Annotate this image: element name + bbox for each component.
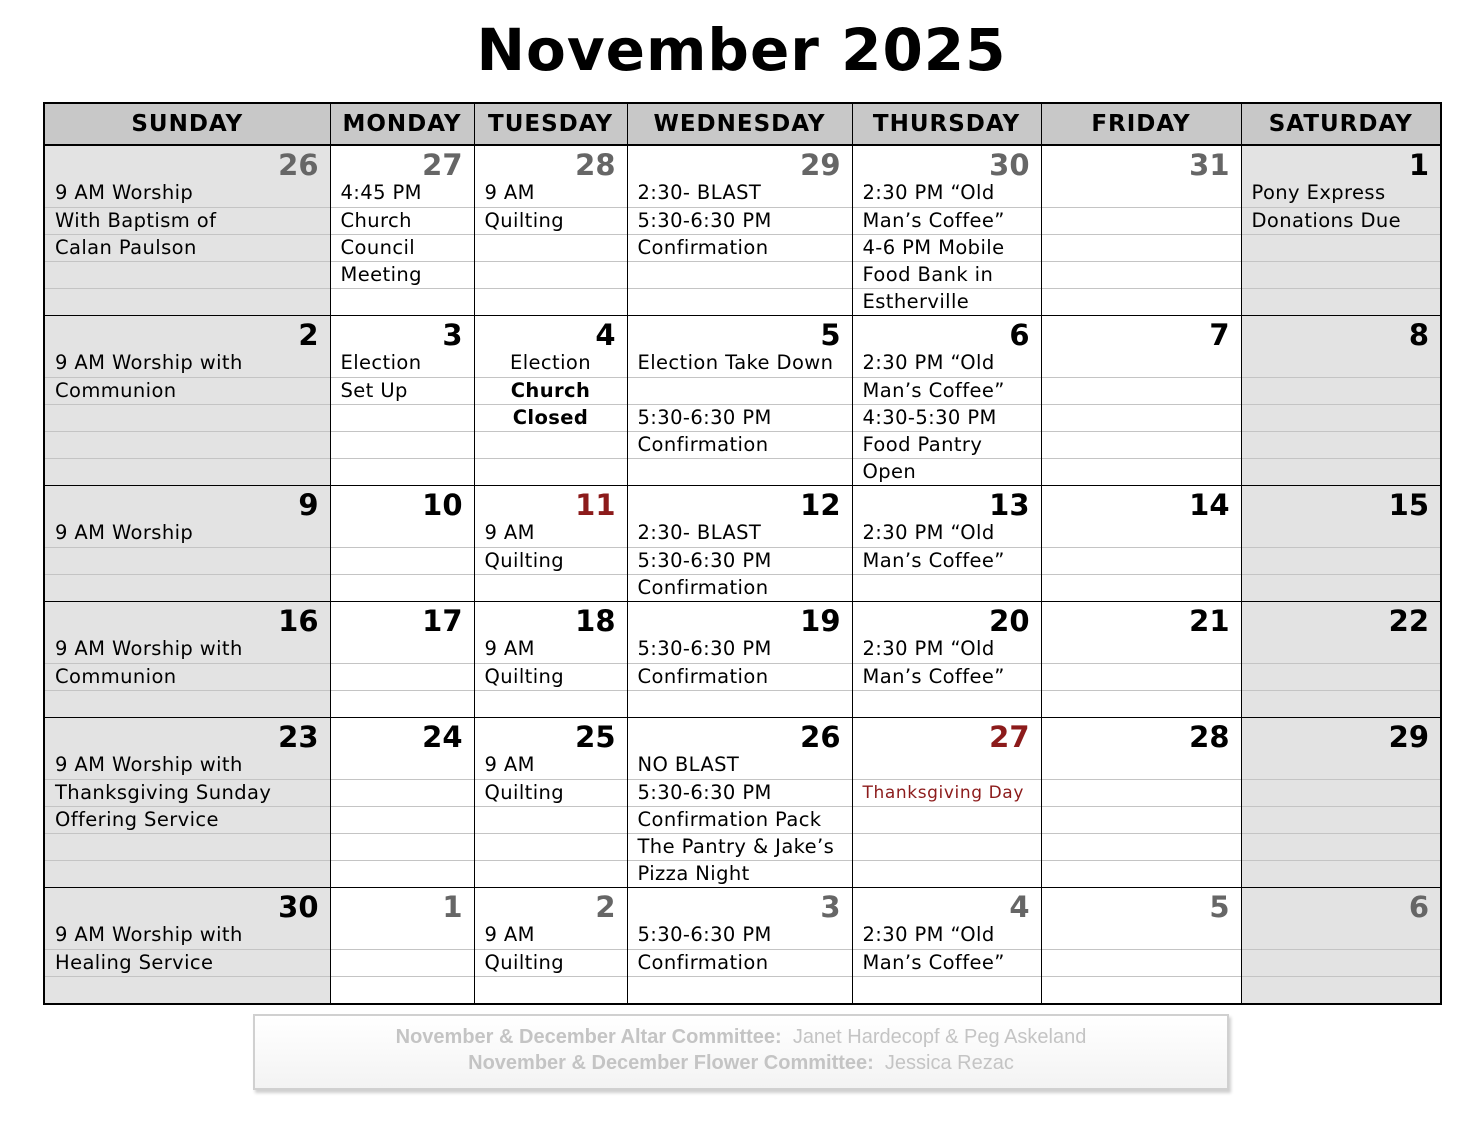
day-number: 27: [989, 720, 1030, 754]
day-cell-monday: [330, 486, 474, 602]
event-line: 9 AM: [484, 637, 535, 660]
flower-committee-names: Jessica Rezac: [884, 1052, 1014, 1074]
event-line: Quilting: [475, 949, 627, 976]
day-cell-sunday: [44, 888, 330, 1005]
day-number: 28: [1189, 720, 1230, 754]
event-line: [1242, 261, 1441, 288]
event-line: Church: [331, 207, 474, 234]
event-line: Quilting: [475, 207, 627, 234]
day-number: 16: [278, 604, 319, 638]
event-line: [331, 976, 474, 1003]
week-row: [44, 145, 1441, 316]
day-cell-monday: [330, 718, 474, 888]
event-line: [628, 458, 852, 485]
day-cell-thursday: [852, 602, 1041, 718]
day-number: 15: [1388, 488, 1429, 522]
event-line: 2:30 PM “Old: [862, 351, 995, 374]
event-line: [331, 806, 474, 833]
event-line: Confirmation: [628, 663, 852, 690]
day-number: 7: [1209, 318, 1230, 352]
event-line: [475, 976, 627, 1003]
day-number: 2: [298, 318, 319, 352]
committee-footer-box: [253, 1014, 1229, 1090]
altar-committee-line: [255, 1024, 1227, 1050]
event-line: 5:30-6:30 PM: [628, 779, 852, 806]
week-row: [44, 602, 1441, 718]
day-number: 20: [989, 604, 1030, 638]
event-line: [331, 404, 474, 431]
event-line: [1042, 261, 1241, 288]
event-line: Food Pantry: [853, 431, 1041, 458]
event-line: [853, 806, 1041, 833]
event-line: [1242, 458, 1441, 485]
event-line: [1042, 663, 1241, 690]
day-number: 30: [989, 148, 1030, 182]
day-cell-sunday: [44, 602, 330, 718]
event-line: [1242, 949, 1441, 976]
event-line: Council: [331, 234, 474, 261]
event-line: [1042, 976, 1241, 1003]
day-number: 1: [1408, 148, 1429, 182]
day-number: 27: [422, 148, 463, 182]
event-line: [1242, 520, 1441, 547]
event-line: Confirmation: [628, 574, 852, 601]
event-line: [1042, 922, 1241, 949]
event-line: [331, 833, 474, 860]
event-line: [1242, 663, 1441, 690]
event-line: Estherville: [853, 288, 1041, 315]
event-line: 9 AM Worship with: [55, 637, 243, 660]
week-row: [44, 316, 1441, 486]
event-line: [475, 690, 627, 717]
event-line: [1242, 976, 1441, 1003]
day-cell-thursday: [852, 888, 1041, 1005]
day-number: 26: [800, 720, 841, 754]
flower-committee-label: November & December Flower Committee:: [468, 1052, 874, 1074]
event-line: [331, 860, 474, 887]
event-line: [1242, 636, 1441, 663]
event-line: 9 AM: [484, 923, 535, 946]
event-line: [1042, 779, 1241, 806]
event-line: Meeting: [331, 261, 474, 288]
day-cell-monday: [330, 602, 474, 718]
event-line: [475, 806, 627, 833]
event-line: 4:30-5:30 PM: [853, 404, 1041, 431]
day-number: 4: [1009, 890, 1030, 924]
event-line: [475, 234, 627, 261]
day-cell-friday: [1041, 718, 1241, 888]
event-line: [1242, 752, 1441, 779]
event-line: [475, 261, 627, 288]
day-cell-friday: [1041, 145, 1241, 316]
event-line: [1042, 180, 1241, 207]
day-cell-sunday: [44, 718, 330, 888]
event-line: Donations Due: [1242, 207, 1441, 234]
weekday-header-tuesday: TUESDAY: [474, 103, 627, 145]
event-line: 9 AM: [484, 181, 535, 204]
event-line: [1242, 833, 1441, 860]
event-line: [1042, 949, 1241, 976]
day-cell-saturday: [1241, 602, 1441, 718]
day-cell-monday: [330, 888, 474, 1005]
event-line: Man’s Coffee”: [853, 377, 1041, 404]
day-cell-friday: [1041, 316, 1241, 486]
day-cell-wednesday: [627, 145, 852, 316]
day-number: 9: [298, 488, 319, 522]
event-line: [45, 976, 330, 1003]
day-cell-thursday: [852, 486, 1041, 602]
event-line: [331, 922, 474, 949]
event-line: [331, 574, 474, 601]
event-line: Confirmation: [628, 234, 852, 261]
event-line: [45, 547, 330, 574]
weekday-header-thursday: THURSDAY: [852, 103, 1041, 145]
day-cell-tuesday: [474, 316, 627, 486]
event-line: Pizza Night: [628, 860, 852, 887]
day-number: 8: [1408, 318, 1429, 352]
day-number: 26: [278, 148, 319, 182]
altar-committee-label: November & December Altar Committee:: [395, 1026, 782, 1048]
day-cell-friday: [1041, 486, 1241, 602]
event-line: The Pantry & Jake’s: [628, 833, 852, 860]
event-line: [1042, 520, 1241, 547]
event-line: [331, 458, 474, 485]
event-line: Confirmation: [628, 949, 852, 976]
day-cell-wednesday: [627, 316, 852, 486]
event-line: Election Take Down: [637, 351, 834, 374]
weekday-header-row: [44, 103, 1441, 145]
day-number: 29: [1388, 720, 1429, 754]
event-line: [628, 976, 852, 1003]
event-line: [475, 431, 627, 458]
event-line: [628, 288, 852, 315]
event-line: Thanksgiving Day: [853, 779, 1041, 806]
event-line: 5:30-6:30 PM: [628, 547, 852, 574]
event-line: [45, 288, 330, 315]
event-line: [1042, 350, 1241, 377]
event-line: [331, 288, 474, 315]
event-line: [331, 520, 474, 547]
event-line: 9 AM Worship: [55, 181, 194, 204]
day-number: 6: [1009, 318, 1030, 352]
event-line: [853, 976, 1041, 1003]
event-line: 9 AM Worship: [55, 521, 194, 544]
day-cell-saturday: [1241, 486, 1441, 602]
week-row: [44, 888, 1441, 1005]
day-cell-sunday: [44, 316, 330, 486]
event-line: 4-6 PM Mobile: [853, 234, 1041, 261]
event-line: [1242, 922, 1441, 949]
event-line: 5:30-6:30 PM: [637, 637, 772, 660]
event-line: [1042, 547, 1241, 574]
event-line: Communion: [45, 377, 330, 404]
weekday-header-sunday: SUNDAY: [44, 103, 330, 145]
day-number: 6: [1408, 890, 1429, 924]
event-line: [331, 431, 474, 458]
event-line: [1242, 288, 1441, 315]
event-line: 5:30-6:30 PM: [628, 404, 852, 431]
event-line: [1042, 690, 1241, 717]
event-line: 2:30 PM “Old: [862, 923, 995, 946]
event-line: [853, 690, 1041, 717]
event-line: [1042, 288, 1241, 315]
day-cell-saturday: [1241, 718, 1441, 888]
day-cell-tuesday: [474, 888, 627, 1005]
event-line: [628, 690, 852, 717]
event-line: [1242, 806, 1441, 833]
event-line: [853, 860, 1041, 887]
day-number: 12: [800, 488, 841, 522]
event-line: [628, 261, 852, 288]
day-number: 5: [820, 318, 841, 352]
event-line: [1042, 207, 1241, 234]
day-cell-monday: [330, 316, 474, 486]
event-line: 2:30 PM “Old: [862, 521, 995, 544]
event-line: [1042, 404, 1241, 431]
event-line: [1242, 234, 1441, 261]
event-line: [853, 574, 1041, 601]
day-cell-saturday: [1241, 145, 1441, 316]
event-line: [1042, 574, 1241, 601]
event-line: [45, 574, 330, 601]
event-line: 9 AM Worship with: [55, 753, 243, 776]
event-line: Thanksgiving Sunday: [45, 779, 330, 806]
event-line: [331, 949, 474, 976]
event-line: [1242, 547, 1441, 574]
day-cell-wednesday: [627, 888, 852, 1005]
event-line: [45, 404, 330, 431]
day-number: 2: [595, 890, 616, 924]
event-line: [331, 752, 474, 779]
event-line: 9 AM Worship with: [55, 351, 243, 374]
event-line: Healing Service: [45, 949, 330, 976]
event-line: Confirmation: [628, 431, 852, 458]
event-line: [1242, 431, 1441, 458]
day-cell-saturday: [1241, 316, 1441, 486]
event-line: [1242, 404, 1441, 431]
event-line: Food Bank in: [853, 261, 1041, 288]
event-line: [475, 458, 627, 485]
event-line: Confirmation Pack: [628, 806, 852, 833]
event-line: [1042, 833, 1241, 860]
day-cell-tuesday: [474, 145, 627, 316]
event-line: [1042, 636, 1241, 663]
event-line: [1042, 431, 1241, 458]
event-line: [1242, 350, 1441, 377]
calendar-grid: [43, 102, 1442, 1005]
event-line: [475, 288, 627, 315]
event-line: [45, 833, 330, 860]
event-line: [1042, 806, 1241, 833]
event-line: 2:30- BLAST: [637, 181, 762, 204]
day-cell-sunday: [44, 486, 330, 602]
day-number: 3: [820, 890, 841, 924]
day-number: 25: [575, 720, 616, 754]
day-number: 1: [442, 890, 463, 924]
day-cell-friday: [1041, 602, 1241, 718]
weekday-header-friday: FRIDAY: [1041, 103, 1241, 145]
day-cell-wednesday: [627, 486, 852, 602]
calendar-title: November 2025: [476, 16, 1007, 84]
event-line: Open: [853, 458, 1041, 485]
event-line: [1242, 779, 1441, 806]
event-line: [475, 833, 627, 860]
event-line: Quilting: [475, 779, 627, 806]
day-number: 24: [422, 720, 463, 754]
event-line: Man’s Coffee”: [853, 207, 1041, 234]
day-cell-wednesday: [627, 718, 852, 888]
event-line: Offering Service: [45, 806, 330, 833]
event-line: [45, 690, 330, 717]
event-line: [1242, 860, 1441, 887]
event-line: [1042, 234, 1241, 261]
event-line: Man’s Coffee”: [853, 949, 1041, 976]
day-cell-thursday: [852, 316, 1041, 486]
event-line: 5:30-6:30 PM: [628, 207, 852, 234]
event-line: [1242, 690, 1441, 717]
week-row: [44, 486, 1441, 602]
day-cell-saturday: [1241, 888, 1441, 1005]
event-line: [45, 458, 330, 485]
day-number: 31: [1189, 148, 1230, 182]
day-cell-friday: [1041, 888, 1241, 1005]
event-line: [1042, 860, 1241, 887]
day-cell-sunday: [44, 145, 330, 316]
event-line: [1042, 752, 1241, 779]
event-line: [475, 860, 627, 887]
day-number: 13: [989, 488, 1030, 522]
event-line: With Baptism of: [45, 207, 330, 234]
event-line: 2:30- BLAST: [637, 521, 762, 544]
day-cell-wednesday: [627, 602, 852, 718]
day-number: 21: [1189, 604, 1230, 638]
event-line: [1042, 458, 1241, 485]
day-number: 28: [575, 148, 616, 182]
week-row: [44, 718, 1441, 888]
day-number: 14: [1189, 488, 1230, 522]
event-line: [1042, 377, 1241, 404]
day-cell-tuesday: [474, 718, 627, 888]
day-number: 17: [422, 604, 463, 638]
event-line: 9 AM: [484, 521, 535, 544]
event-line: Election: [340, 351, 422, 374]
day-cell-thursday: [852, 145, 1041, 316]
day-number: 4: [595, 318, 616, 352]
day-number: 10: [422, 488, 463, 522]
event-line: Communion: [45, 663, 330, 690]
event-line: [628, 377, 852, 404]
event-line: [331, 779, 474, 806]
day-number: 22: [1388, 604, 1429, 638]
event-line: Man’s Coffee”: [853, 547, 1041, 574]
day-number: 11: [575, 488, 616, 522]
altar-committee-names: Janet Hardecopf & Peg Askeland: [792, 1026, 1087, 1048]
day-number: 19: [800, 604, 841, 638]
day-number: 30: [278, 890, 319, 924]
day-number: 3: [442, 318, 463, 352]
event-line: Quilting: [475, 547, 627, 574]
event-line: 2:30 PM “Old: [862, 181, 995, 204]
day-number: 18: [575, 604, 616, 638]
day-cell-tuesday: [474, 602, 627, 718]
event-line: [475, 574, 627, 601]
event-line: [45, 261, 330, 288]
weekday-header-wednesday: WEDNESDAY: [627, 103, 852, 145]
event-line: Set Up: [331, 377, 474, 404]
event-line: 9 AM Worship with: [55, 923, 243, 946]
day-cell-thursday: [852, 718, 1041, 888]
event-line: [331, 690, 474, 717]
event-line: [331, 547, 474, 574]
event-line: [331, 636, 474, 663]
event-line: 5:30-6:30 PM: [637, 923, 772, 946]
day-number: 5: [1209, 890, 1230, 924]
event-line: Election: [509, 351, 591, 374]
event-line: [853, 833, 1041, 860]
day-cell-tuesday: [474, 486, 627, 602]
flower-committee-line: [255, 1050, 1227, 1076]
event-line: 9 AM: [484, 753, 535, 776]
event-line: [1242, 377, 1441, 404]
day-number: 23: [278, 720, 319, 754]
day-number: 29: [800, 148, 841, 182]
weekday-header-monday: MONDAY: [330, 103, 474, 145]
event-line: Pony Express: [1251, 181, 1386, 204]
event-line: [45, 431, 330, 458]
day-cell-monday: [330, 145, 474, 316]
event-line: [331, 663, 474, 690]
event-line: NO BLAST: [637, 753, 740, 776]
event-line: Quilting: [475, 663, 627, 690]
event-line: 2:30 PM “Old: [862, 637, 995, 660]
event-line: Closed: [475, 404, 627, 431]
event-line: Man’s Coffee”: [853, 663, 1041, 690]
weekday-header-saturday: SATURDAY: [1241, 103, 1441, 145]
event-line: Calan Paulson: [45, 234, 330, 261]
event-line: [853, 752, 1041, 779]
event-line: [45, 860, 330, 887]
event-line: 4:45 PM: [340, 181, 422, 204]
event-line: [1242, 574, 1441, 601]
event-line: Church: [475, 377, 627, 404]
